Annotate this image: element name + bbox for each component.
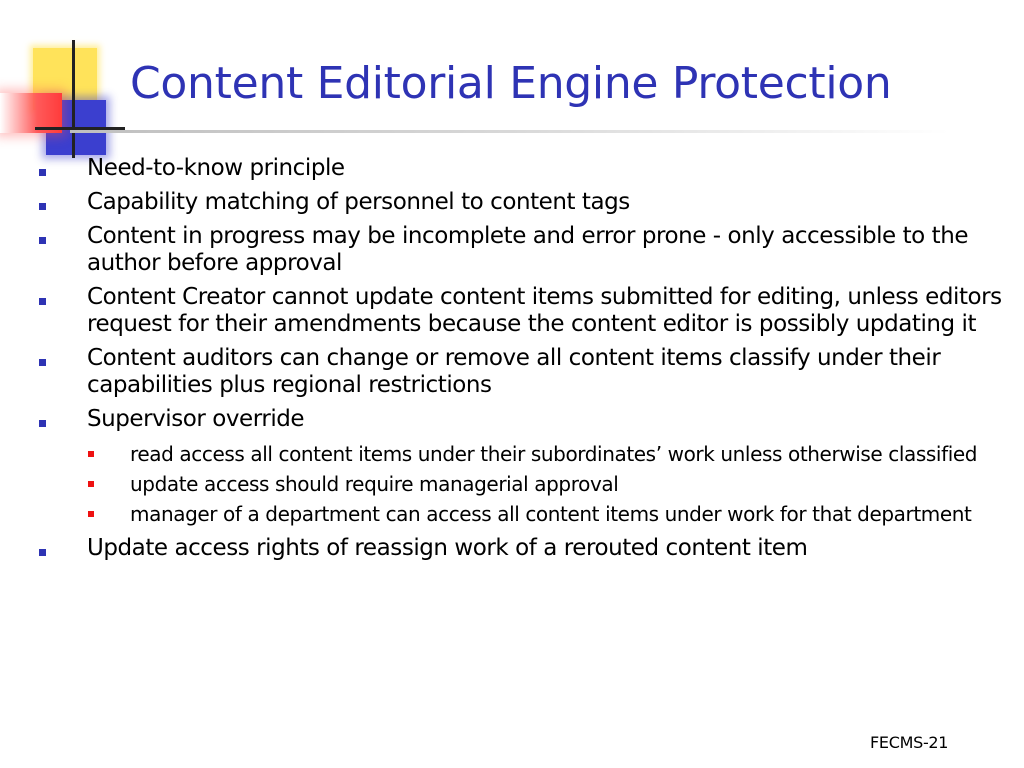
sub-bullet-text: read access all content items under their subordinates’ work unless otherwise classified [130,442,978,466]
bullet-item [36,189,1011,216]
bullet-text: Content Creator cannot update content items submitted for editing, unless editors request for their amendments because the content editor is possibly updating it [87,284,1002,337]
bullet-item [36,284,1011,338]
sub-bullet-group [36,443,1011,525]
sub-bullet-item [36,473,1011,495]
slide-title: Content Editorial Engine Protection [130,58,892,109]
title-underline [70,130,950,133]
slide-footer: FECMS-21 [870,733,949,752]
square-bullet-icon [39,169,46,176]
bullet-text: Supervisor override [87,406,305,432]
square-bullet-icon [39,203,46,210]
bullet-text: Need-to-know principle [87,155,345,181]
bullet-list [36,155,1011,569]
bullet-text: Content auditors can change or remove all content items classify under their capabilities plus regional restrictions [87,345,941,398]
bullet-text: Capability matching of personnel to content tags [87,189,630,215]
square-sub-bullet-icon [88,511,94,517]
sub-bullet-item [36,503,1011,525]
bullet-item [36,223,1011,277]
sub-bullet-text: update access should require managerial approval [130,472,619,496]
sub-bullet-list [36,443,1011,525]
square-bullet-icon [39,298,46,305]
square-sub-bullet-icon [88,481,94,487]
bullet-text: Update access rights of reassign work of a rerouted content item [87,535,808,561]
square-bullet-icon [39,359,46,366]
square-bullet-icon [39,420,46,427]
bullet-item [36,155,1011,182]
bullet-item [36,406,1011,433]
square-sub-bullet-icon [88,451,94,457]
bullet-item [36,535,1011,562]
square-bullet-icon [39,237,46,244]
bullet-item [36,345,1011,399]
sub-bullet-text: manager of a department can access all content items under work for that department [130,502,972,526]
logo-vertical-line [72,40,75,158]
bullet-text: Content in progress may be incomplete and error prone - only accessible to the author before approval [87,223,969,276]
sub-bullet-item [36,443,1011,465]
square-bullet-icon [39,549,46,556]
